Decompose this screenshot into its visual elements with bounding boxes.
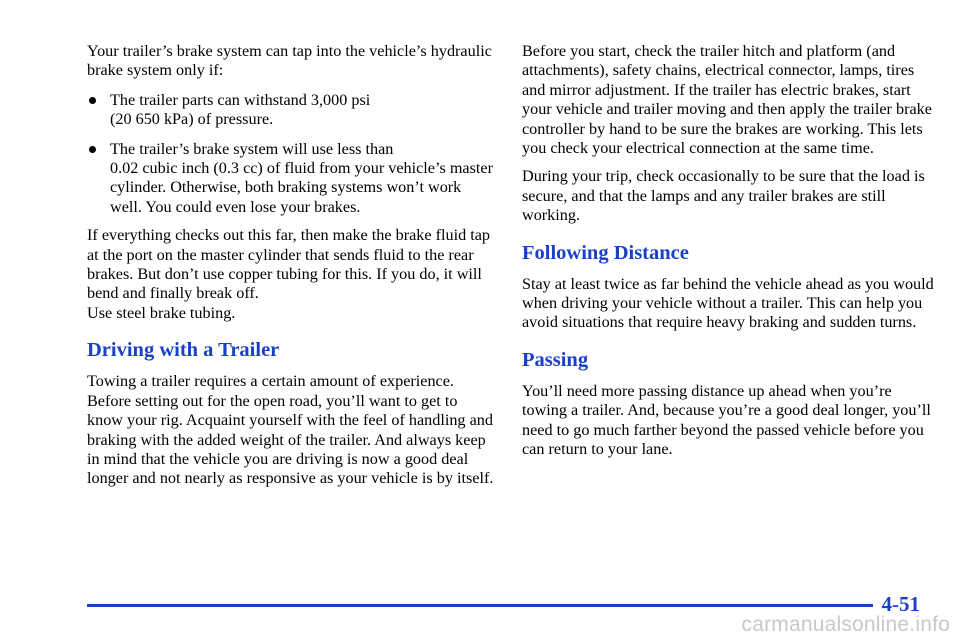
passing-paragraph: You’ll need more passing distance up ahead when you’re towing a trailer. And, because you’re a good deal longer, you’ll need to go much farther beyond the passed vehicle before you can return to your lane.: [522, 381, 931, 459]
during-trip-paragraph: During your trip, check occasionally to be sure that the load is secure, and that the lamps and any trailer brakes are still working.: [522, 167, 925, 225]
bullet-line: The trailer’s brake system will use less than: [110, 139, 394, 158]
page-number: 4-51: [881, 592, 920, 616]
brake-tap-last-line: Use steel brake tubing.: [87, 303, 236, 322]
bullet-line: (20 650 kPa) of pressure.: [110, 110, 274, 129]
right-column: [522, 42, 934, 460]
bullet-line: The trailer parts can withstand 3,000 psi: [110, 90, 371, 109]
bullet-icon: [89, 146, 96, 153]
brake-tap-text: If everything checks out this far, then make the brake fluid tap at the port on the master cylinder that sends fluid to the rear brakes. But don’t use copper tubing for this. If you do, it will bend and finally break off.: [87, 226, 490, 303]
left-column: [87, 42, 497, 489]
section-heading-driving: Driving with a Trailer: [87, 339, 280, 362]
following-paragraph: Stay at least twice as far behind the vehicle ahead as you would when driving your vehicle without a trailer. This can help you avoid situations that require heavy braking and sudden turns.: [522, 274, 934, 332]
bullet-icon: [89, 97, 96, 104]
driving-paragraph: Towing a trailer requires a certain amount of experience. Before setting out for the open road, you’ll want to get to know your rig. Acquaint yourself with the feel of handling and braking with the added weight of the trailer. And always keep in mind that the vehicle you are driving is now a good deal longer and not nearly as responsive as your vehicle is by itself.: [87, 372, 494, 488]
bullet-line: 0.02 cubic inch (0.3 cc) of fluid from your vehicle’s master cylinder. Otherwise, both braking systems won’t work well. You could even lose your brakes.: [110, 159, 493, 216]
watermark: carmanualsonline.info: [741, 613, 950, 636]
brake-tap-paragraph: [87, 226, 497, 323]
bullet-item: [87, 140, 497, 218]
section-heading-passing: Passing: [522, 348, 589, 371]
footer-rule: [87, 604, 873, 607]
intro-paragraph: Your trailer’s brake system can tap into the vehicle’s hydraulic brake system only if:: [87, 42, 492, 80]
bullet-item: [87, 91, 497, 130]
section-heading-following: Following Distance: [522, 241, 689, 264]
before-start-paragraph: Before you start, check the trailer hitch and platform (and attachments), safety chains, electrical connector, lamps, tires and mirror adjustment. If the trailer has electric brakes, start your vehicle and trailer moving and then apply the trailer brake controller by hand to be sure the brakes are working. This lets you check your electrical connection at the same time.: [522, 42, 932, 158]
